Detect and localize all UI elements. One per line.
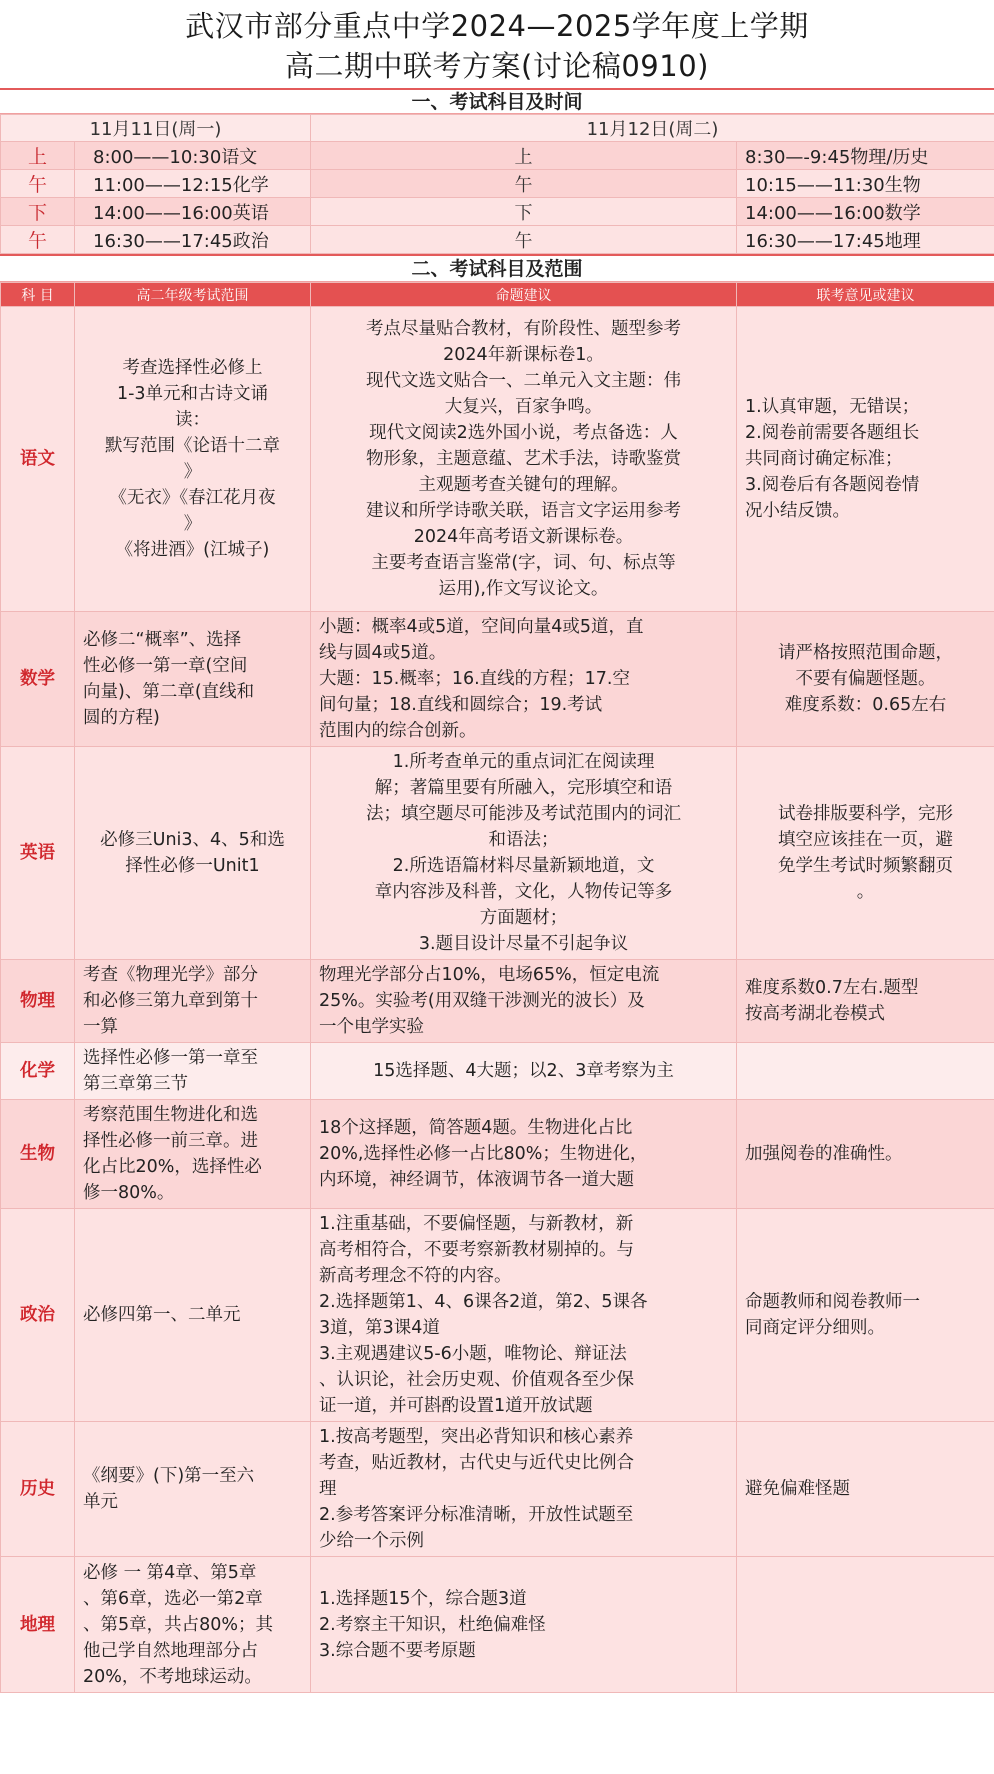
day1-slot-3: 14:00——16:00英语 (75, 198, 311, 226)
proposition-advice-line: 2.考察主干知识，杜绝偏难怪 (319, 1614, 546, 1635)
exam-scope-line: 和必修三第九章到第十 (83, 991, 258, 1011)
subject-row-huaxue (1, 1043, 994, 1100)
title-line-2: 高二期中联考方案(讨论稿0910) (285, 49, 709, 83)
joint-opinion (737, 1043, 994, 1100)
exam-scope-line: 选择性必修一第一章至 (83, 1048, 258, 1068)
day1-slot-2: 11:00——12:15化学 (75, 170, 311, 198)
proposition-advice-line: 理 (319, 1479, 337, 1499)
proposition-advice-line: 证一道，并可斟酌设置1道开放试题 (319, 1396, 593, 1416)
joint-opinion (737, 1422, 994, 1557)
proposition-advice-line: 考查，贴近教材，古代史与近代史比例合 (319, 1453, 634, 1473)
joint-opinion (737, 1557, 994, 1693)
exam-scope-line: 单元 (83, 1492, 118, 1512)
proposition-advice-line: 法；填空题尽可能涉及考试范围内的词汇 (366, 804, 681, 824)
subject-row-zhengzhi (1, 1209, 994, 1422)
proposition-advice-line: 2.所选语篇材料尽量新颖地道，文 (392, 856, 655, 876)
joint-opinion-line: 难度系数0.7左右.题型 (745, 978, 919, 998)
exam-scope-line: 圆的方程) (83, 708, 160, 728)
subject-name: 政治 (1, 1209, 75, 1422)
exam-scope-line: 必修二“概率”、选择 (83, 630, 242, 650)
joint-opinion-line: 3.阅卷后有各题阅卷情 (745, 475, 920, 495)
subject-name: 地理 (1, 1557, 75, 1693)
proposition-advice-line: 15选择题、4大题；以2、3章考察为主 (373, 1061, 674, 1081)
proposition-advice-line: 20%,选择性必修一占比80%；生物进化， (319, 1144, 648, 1164)
exam-scope (75, 960, 311, 1043)
proposition-advice (311, 1557, 737, 1693)
joint-opinion (737, 1100, 994, 1209)
proposition-advice-line: 新高考理念不符的内容。 (319, 1266, 512, 1286)
subject-row-yingyu (1, 747, 994, 960)
day2-slot-3: 14:00——16:00数学 (737, 198, 994, 226)
proposition-advice-line: 25%。实验考(用双缝干涉测光的波长）及 (319, 991, 645, 1011)
proposition-advice-line: 3.题目设计尽量不引起争议 (418, 934, 629, 954)
joint-opinion-line: 试卷排版要科学，完形 (778, 804, 953, 824)
exam-scope (75, 1043, 311, 1100)
proposition-advice (311, 1422, 737, 1557)
joint-opinion (737, 1209, 994, 1422)
joint-opinion-line: 难度系数：0.65左右 (784, 695, 947, 715)
proposition-advice-line: 物形象，主题意蕴、艺术手法，诗歌鉴赏 (366, 449, 681, 469)
exam-scope-line: 化占比20%，选择性必 (83, 1157, 262, 1177)
proposition-advice-line: 章内容涉及科普，文化，人物传记等多 (374, 882, 673, 902)
exam-scope (75, 1422, 311, 1557)
morning-label-2: 午 (1, 170, 75, 198)
exam-scope-line: 考查《物理光学》部分 (83, 965, 258, 985)
proposition-advice-line: 现代文选文贴合一、二单元入文主题：伟 (366, 371, 681, 391)
joint-opinion-line: 请严格按照范围命题， (778, 643, 953, 663)
proposition-advice-line: 大复兴，百家争鸣。 (444, 397, 603, 417)
header-subject: 科 目 (1, 283, 75, 307)
proposition-advice-line: 主观题考查关键句的理解。 (418, 475, 629, 495)
exam-scope (75, 1209, 311, 1422)
day1-slot-4: 16:30——17:45政治 (75, 226, 311, 254)
subject-name: 生物 (1, 1100, 75, 1209)
exam-scope-line: 向量)、第二章(直线和 (83, 682, 255, 702)
document-title (0, 0, 994, 88)
exam-scope-line: 读： (175, 410, 210, 430)
exam-scope-line: 必修四第一、二单元 (83, 1305, 241, 1325)
joint-opinion-line: 况小结反馈。 (745, 501, 850, 521)
day2-afternoon-label-2: 午 (311, 226, 737, 254)
subject-name: 物理 (1, 960, 75, 1043)
exam-scope-line: 》 (183, 514, 202, 534)
header-opinion: 联考意见或建议 (737, 283, 994, 307)
exam-scope (75, 612, 311, 747)
proposition-advice-line: 1.所考查单元的重点词汇在阅读理 (392, 752, 655, 772)
subject-name: 英语 (1, 747, 75, 960)
exam-scope-line: 》 (183, 462, 202, 482)
day-2-header: 11月12日(周二) (311, 115, 994, 142)
proposition-advice-line: 物理光学部分占10%，电场65%，恒定电流 (319, 965, 660, 985)
joint-opinion (737, 307, 994, 612)
proposition-advice (311, 307, 737, 612)
exam-scope-line: 择性必修一Unit1 (125, 856, 260, 876)
exam-scope (75, 747, 311, 960)
day2-morning-label-2: 午 (311, 170, 737, 198)
subject-row-lishi (1, 1422, 994, 1557)
exam-scope-line: 必修三Uni3、4、5和选 (100, 830, 285, 850)
exam-scope (75, 1557, 311, 1693)
proposition-advice-line: 18个这择题，简答题4题。生物进化占比 (319, 1118, 633, 1138)
subject-row-wuli (1, 960, 994, 1043)
proposition-advice-line: 主要考查语言鉴常(字，词、句、标点等 (371, 553, 676, 573)
proposition-advice-line: 现代文阅读2选外国小说，考点备选：人 (369, 423, 678, 443)
exam-scope-line: 1-3单元和古诗文诵 (116, 384, 269, 404)
proposition-advice-line: 和语法； (488, 830, 559, 850)
morning-label-1: 上 (1, 142, 75, 170)
proposition-advice-line: 高考相符合，不要考察新教材剔掉的。与 (319, 1240, 634, 1260)
exam-scope-line: 必修 一 第4章、第5章 (83, 1562, 257, 1583)
exam-scope-line: 性必修一第一章(空间 (83, 656, 248, 676)
proposition-advice-line: 建议和所学诗歌关联，语言文字运用参考 (366, 501, 681, 521)
day1-slot-1: 8:00——10:30语文 (75, 142, 311, 170)
joint-opinion-line: 加强阅卷的准确性。 (745, 1144, 903, 1164)
exam-scope-line: 、第5章，共占80%；其 (83, 1614, 274, 1635)
proposition-advice (311, 1100, 737, 1209)
proposition-advice-line: 少给一个示例 (319, 1531, 424, 1551)
exam-scope-line: 修一80%。 (83, 1183, 175, 1203)
joint-opinion-line: 2.阅卷前需要各题组长 (745, 423, 920, 443)
exam-scope-line: 第三章第三节 (83, 1074, 188, 1094)
day2-slot-2: 10:15——11:30生物 (737, 170, 994, 198)
proposition-advice-line: 范围内的综合创新。 (319, 721, 477, 741)
scope-table-body (1, 307, 994, 1693)
proposition-advice-line: 、认识论，社会历史观、价值观各至少保 (319, 1370, 634, 1390)
joint-opinion (737, 747, 994, 960)
proposition-advice-line: 间句量；18.直线和圆综合；19.考试 (319, 695, 603, 715)
exam-scope-line: 《将进酒》(江城子) (115, 540, 270, 560)
proposition-advice-line: 2.参考答案评分标准清晰，开放性试题至 (319, 1505, 634, 1525)
exam-scope-line: 《纲要》(下)第一至六 (83, 1466, 255, 1486)
section-1-heading: 一、考试科目及时间 (0, 88, 994, 114)
joint-opinion-line: 避免偏难怪题 (745, 1479, 850, 1499)
proposition-advice (311, 960, 737, 1043)
proposition-advice (311, 1209, 737, 1422)
exam-scope-line: 20%，不考地球运动。 (83, 1666, 262, 1687)
subject-row-shengwu (1, 1100, 994, 1209)
exam-scope-line: 择性必修一前三章。进 (83, 1131, 258, 1151)
joint-opinion-line: 命题教师和阅卷教师一 (745, 1292, 920, 1312)
joint-opinion-line: 不要有偏题怪题。 (795, 669, 936, 689)
proposition-advice-line: 3.综合题不要考原题 (319, 1640, 476, 1661)
exam-scope-line: 、第6章，选必一第2章 (83, 1588, 263, 1609)
header-scope: 高二年级考试范围 (75, 283, 311, 307)
day-1-header: 11月11日(周一) (1, 115, 311, 142)
proposition-advice-line: 3.主观遇建议5-6小题，唯物论、辩证法 (319, 1344, 627, 1364)
day2-afternoon-label-1: 下 (311, 198, 737, 226)
proposition-advice-line: 3道，第3课4道 (319, 1318, 440, 1338)
afternoon-label-1: 下 (1, 198, 75, 226)
exam-scope-line: 考察范围生物进化和选 (83, 1105, 258, 1125)
joint-opinion-line: 填空应该挂在一页，避 (778, 830, 953, 850)
exam-scope-line: 考查选择性必修上 (122, 358, 263, 378)
schedule-table (0, 114, 994, 254)
proposition-advice-line: 一个电学实验 (319, 1017, 424, 1037)
subject-name: 数学 (1, 612, 75, 747)
header-advice: 命题建议 (311, 283, 737, 307)
proposition-advice-line: 1.选择题15个，综合题3道 (319, 1588, 527, 1609)
proposition-advice-line: 2024年新课标卷1。 (443, 345, 604, 365)
joint-opinion-line: 1.认真审题，无错误； (745, 397, 920, 417)
title-line-1: 武汉市部分重点中学2024—2025学年度上学期 (185, 9, 809, 43)
joint-opinion-line: 同商定评分细则。 (745, 1318, 885, 1338)
proposition-advice-line: 1.按高考题型，突出必背知识和核心素养 (319, 1427, 634, 1447)
subject-name: 化学 (1, 1043, 75, 1100)
subject-row-shuxue (1, 612, 994, 747)
exam-scope (75, 307, 311, 612)
exam-scope-line: 默写范围《论语十二章 (105, 436, 280, 456)
proposition-advice-line: 解；著篇里要有所融入，完形填空和语 (374, 778, 673, 798)
proposition-advice (311, 747, 737, 960)
exam-scope-line: 《无衣》《春江花月夜 (109, 488, 276, 508)
joint-opinion (737, 960, 994, 1043)
proposition-advice (311, 612, 737, 747)
proposition-advice-line: 内环境，神经调节，体液调节各一道大题 (319, 1170, 634, 1190)
proposition-advice-line: 2.选择题第1、4、6课各2道，第2、5课各 (319, 1292, 648, 1312)
scope-table (0, 282, 994, 1693)
subject-name: 历史 (1, 1422, 75, 1557)
proposition-advice-line: 2024年高考语文新课标卷。 (413, 527, 634, 547)
proposition-advice-line: 线与圆4或5道。 (319, 643, 447, 663)
exam-scope-line: 他己学自然地理部分占 (83, 1640, 258, 1661)
day2-slot-4: 16:30——17:45地理 (737, 226, 994, 254)
subject-row-dili (1, 1557, 994, 1693)
day2-morning-label-1: 上 (311, 142, 737, 170)
proposition-advice (311, 1043, 737, 1100)
joint-opinion-line: 共同商讨确定标准； (745, 449, 903, 469)
proposition-advice-line: 小题：概率4或5道，空间向量4或5道，直 (319, 617, 644, 637)
exam-scope (75, 1100, 311, 1209)
exam-scope-line: 一算 (83, 1017, 118, 1037)
section-2-heading: 二、考试科目及范围 (0, 254, 994, 282)
day2-slot-1: 8:30—-9:45物理/历史 (737, 142, 994, 170)
joint-opinion-line: 按高考湖北卷模式 (745, 1004, 885, 1024)
joint-opinion-line: 免学生考试时频繁翻页 (778, 856, 953, 876)
proposition-advice-line: 运用),作文写议论文。 (438, 579, 609, 599)
joint-opinion-line: 。 (856, 882, 875, 902)
afternoon-label-2: 午 (1, 226, 75, 254)
joint-opinion (737, 612, 994, 747)
subject-name: 语文 (1, 307, 75, 612)
proposition-advice-line: 大题：15.概率；16.直线的方程；17.空 (319, 669, 630, 689)
proposition-advice-line: 考点尽量贴合教材，有阶段性、题型参考 (366, 319, 681, 339)
subject-row-yuwen (1, 307, 994, 612)
proposition-advice-line: 1.注重基础，不要偏怪题，与新教材，新 (319, 1214, 634, 1234)
proposition-advice-line: 方面题材； (479, 908, 568, 928)
